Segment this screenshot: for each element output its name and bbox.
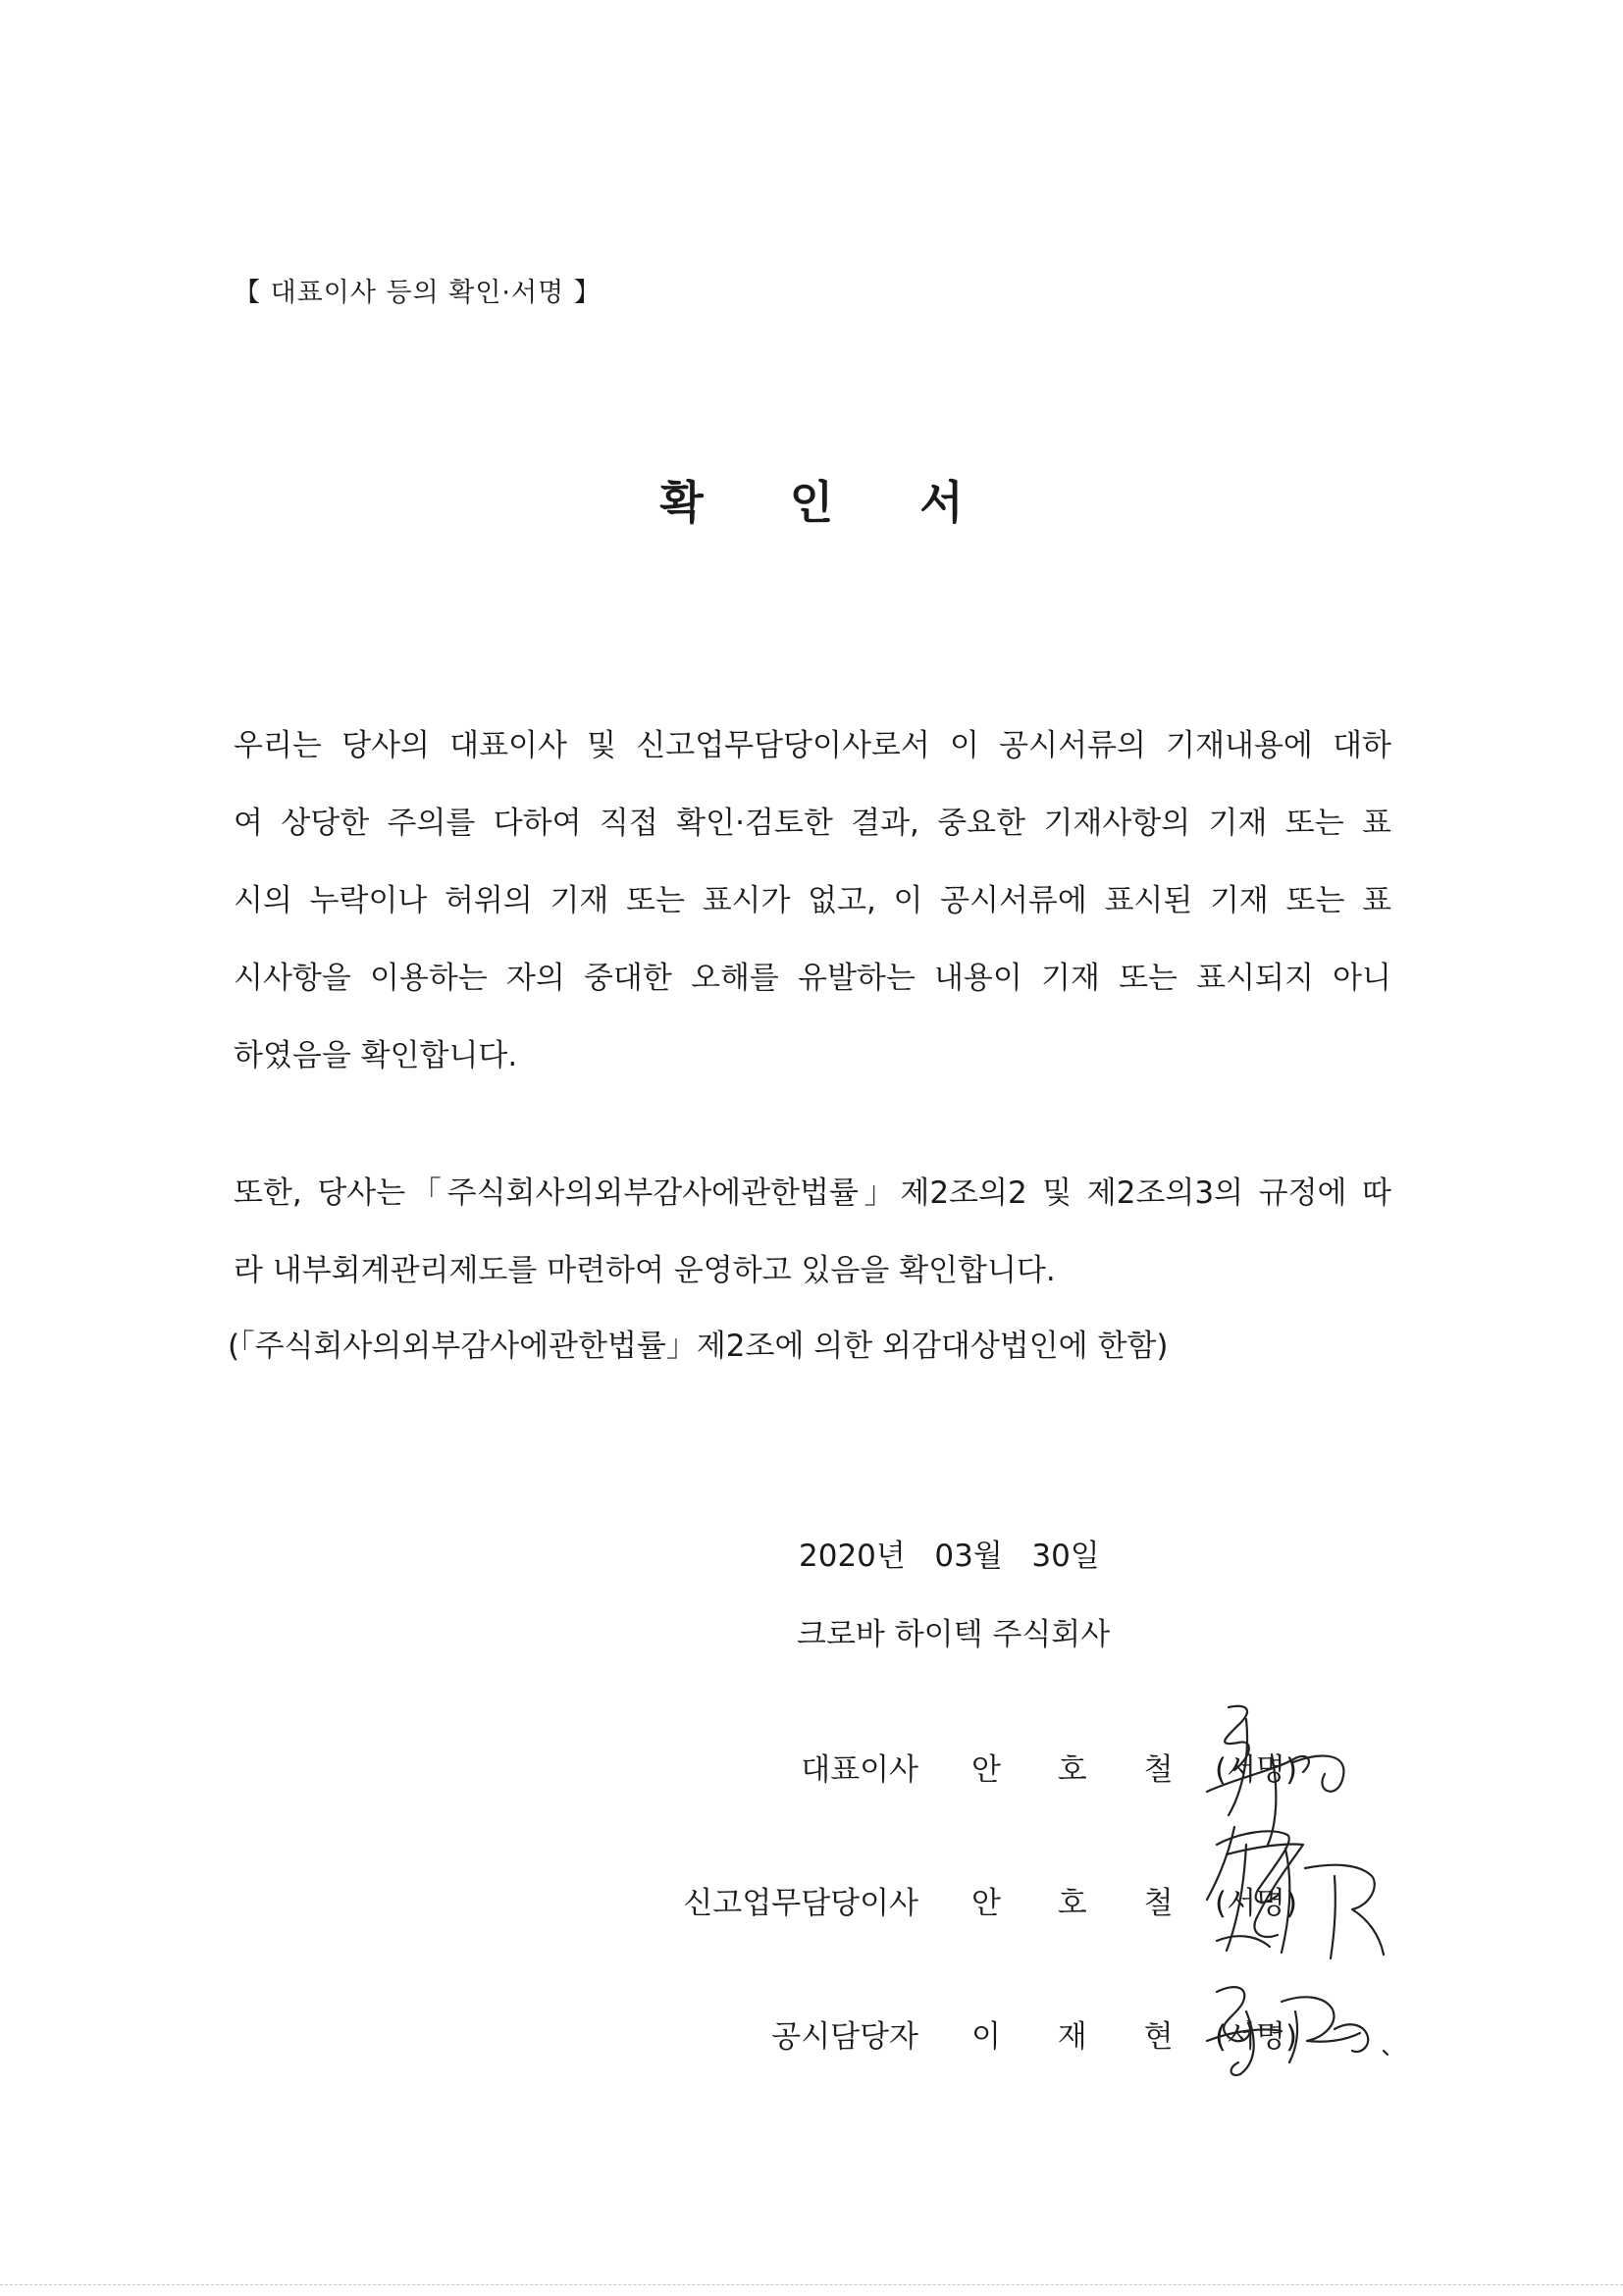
scope-note: (「주식회사의외부감사에관한법률」제2조에 의한 외감대상법인에 한함) xyxy=(228,1329,1169,1364)
page-bottom-rule xyxy=(0,2284,1623,2285)
paragraph-confirmation xyxy=(234,714,1391,1102)
signer-role-disclosure-director: 신고업무담당이사 xyxy=(683,1886,918,1921)
paragraph-line: 우리는 당사의 대표이사 및 신고업무담당이사로서 이 공시서류의 기재내용에 대하 xyxy=(234,728,1391,763)
signer-role-ceo: 대표이사 xyxy=(801,1752,918,1788)
signature-label-disclosure-director: (서명) xyxy=(1215,1886,1298,1921)
signer-name-disclosure-officer: 이 재 현 xyxy=(971,2019,1197,2055)
signature-label-disclosure-officer: (서명) xyxy=(1215,2019,1298,2055)
paragraph-line: 라 내부회계관리제도를 마련하여 운영하고 있음을 확인합니다. xyxy=(234,1253,1056,1288)
handwritten-signature-disclosure-officer xyxy=(1187,1972,1403,2080)
signer-name-disclosure-director: 안 호 철 xyxy=(971,1886,1197,1921)
signature-label-ceo: (서명) xyxy=(1215,1752,1298,1788)
handwritten-signature-disclosure-director xyxy=(1187,1825,1403,1972)
document-date: 2020년 03월 30일 xyxy=(799,1539,1100,1574)
paragraph-line: 여 상당한 주의를 다하여 직접 확인·검토한 결과, 중요한 기재사항의 기재 또는 표 xyxy=(234,806,1391,841)
header-tag: 【 대표이사 등의 확인·서명 】 xyxy=(234,278,602,308)
company-name: 크로바 하이텍 주식회사 xyxy=(797,1617,1111,1652)
paragraph-line: 또한, 당사는「주식회사의외부감사에관한법률」제2조의2 및 제2조의3의 규정에 따 xyxy=(234,1175,1391,1211)
paragraph-line: 하였음을 확인합니다. xyxy=(234,1038,518,1073)
paragraph-internal-control xyxy=(234,1162,1391,1317)
signer-role-disclosure-officer: 공시담당자 xyxy=(771,2019,918,2055)
paragraph-line: 시의 누락이나 허위의 기재 또는 표시가 없고, 이 공시서류에 표시된 기재 또는 표 xyxy=(234,883,1391,918)
document-title: 확 인 서 xyxy=(659,476,999,529)
paragraph-line: 시사항을 이용하는 자의 중대한 오해를 유발하는 내용이 기재 또는 표시되지 아니 xyxy=(234,961,1391,996)
signer-name-ceo: 안 호 철 xyxy=(971,1752,1197,1788)
